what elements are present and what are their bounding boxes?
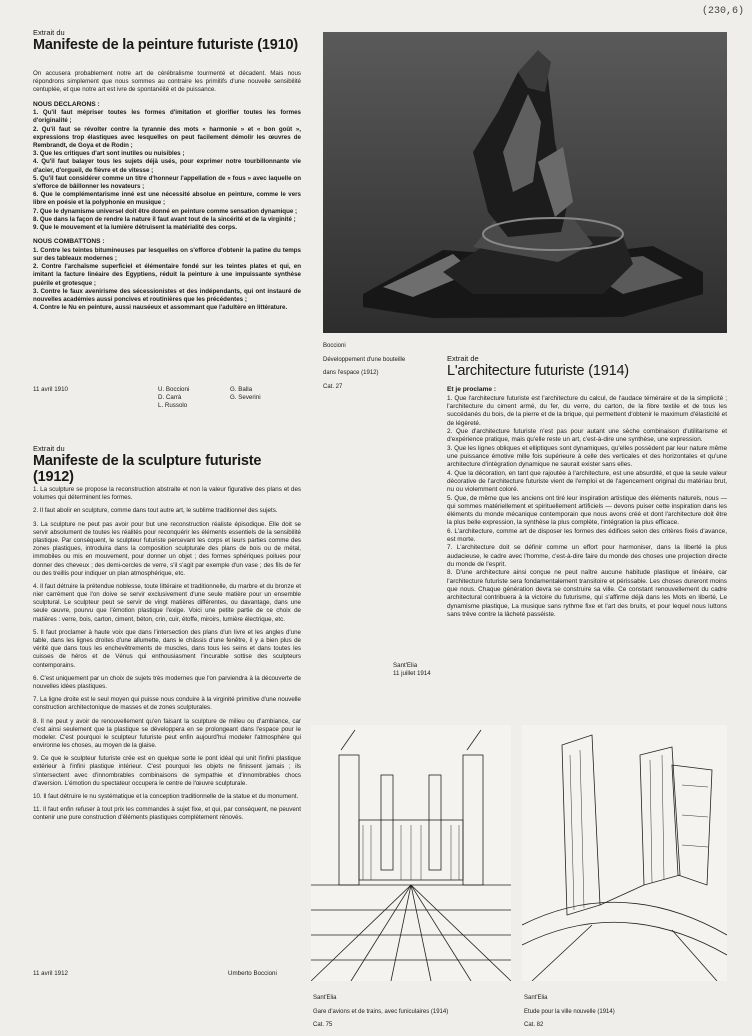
sculpture-date: 11 avril 1912 [33, 970, 68, 977]
sculpture-paragraph: 1. La sculpture se propose la reconstruction abstraite et non la valeur figurative des plans et des volumes qui déterminent les formes. [33, 486, 301, 502]
combattons-item: 1. Contre les teintes bitumineuses par lesquelles on s'efforce d'obtenir la patine du temps sur des tableaux modernes ; [33, 246, 301, 262]
architecture-paragraph: 4. Que la décoration, en tant que rajoutée à l'architecture, est une absurdité, et que la seule valeur décorative de l'architecture futuriste vient de l'emploi et de l'agencement original du matériau brut, nu ou violemment coloré. [447, 469, 727, 494]
sculpture-paragraph: 6. C'est uniquement par un choix de sujets très modernes que l'on parviendra à la découverte de nouvelles idées plastiques. [33, 674, 301, 690]
sculpture-author: Umberto Boccioni [228, 970, 277, 977]
declarons-item: 8. Que dans la façon de rendre la nature il faut avant tout de la sincérité et de la virginité ; [33, 215, 296, 223]
architecture-author: Sant'Elia [393, 662, 418, 669]
caption-line: Développement d'une bouteille [323, 356, 406, 363]
architecture-paragraph: 5. Que, de même que les anciens ont tiré leur inspiration artistique des éléments naturels, nous — qui sommes matériellement et spirituellement artificiels — devons puiser cette inspiration dans les éléments du monde mécanique contemporain que nous avons créé et dont l'architecture doit être la plus belle expression, la synthèse la plus complète, l'intégration la plus efficace. [447, 494, 727, 527]
caption-line: Cat. 75 [313, 1022, 333, 1028]
architecture-paragraph: 6. L'architecture, comme art de disposer les formes des édifices selon des critères fixés d'avance, est morte. [447, 527, 727, 544]
caption-line: Cat. 82 [524, 1022, 544, 1028]
caption-line: Etude pour la ville nouvelle (1914) [524, 1008, 615, 1015]
caption-line: Sant'Elia [313, 995, 337, 1001]
drawing-left-caption [313, 989, 513, 1036]
architecture-paragraph: 8. D'une architecture ainsi conçue ne peut naître aucune habitude plastique et linéaire, car l'architecture futuriste sera fondamentalement transitoire et périssable. Les choses dureront moins que nous. Chaque génération devra se construire sa ville. Ce constant renouvellement du cadre architectural contribuera à la victoire du futurisme, qui s'affirme déjà dans les Mots en liberté, Le dynamisme plastique, La musique sans rythme fixe et l'art des bruits, et pour lequel nous luttons sans trêve contre la lâcheté passéiste. [447, 569, 727, 619]
combattons-list [33, 247, 301, 313]
combattons-item: 2. Contre l'archaïsme superficiel et élémentaire fondé sur les teintes plates et qui, en imitant la facture linéaire des Egyptiens, réduit la peinture à une impuissante synthèse puérile et grotesque ; [33, 263, 301, 287]
architecture-paragraph: 1. Que l'architecture futuriste est l'architecture du calcul, de l'audace téméraire et de la simplicité ; l'architecture du ciment armé, du fer, du verre, du carton, de la fibre textile et de tous les succédanés du bois, de la pierre et de la brique, qui permettent d'obtenir le maximum d'élasticité et de légèreté. [447, 394, 727, 427]
painting-date: 11 avril 1910 [33, 386, 68, 393]
caption-line: Sant'Elia [524, 995, 548, 1001]
architecture-paragraphs [447, 395, 727, 620]
sculpture-paragraph: 9. Ce que le sculpteur futuriste crée est en quelque sorte le pont idéal qui unit l'infini plastique extérieur à l'infini plastique intérieur. C'est pourquoi les objets ne finissent jamais ; ils s'intersectent avec d'innombrables combinaisons de sympathie et d'innombrables chocs d'aversion. L'émotion du spectateur occupera le centre de l'œuvre sculpturale. [33, 755, 301, 787]
painting-body [33, 70, 301, 312]
caption-line: Cat. 27 [323, 383, 343, 390]
architecture-date: 11 juillet 1914 [393, 670, 431, 677]
architecture-manifesto [447, 354, 727, 379]
sculpture-paragraph: 8. Il ne peut y avoir de renouvellement qu'en faisant la sculpture de milieu ou d'ambiance, car c'est ainsi seulement que la plastique se développera en se prolongeant dans l'espace pour le modeler. C'est pourquoi le sculpteur futuriste peut enfin aujourd'hui modeler l'atmosphère qui environne les choses, au moyen de la glaise. [33, 717, 301, 750]
signatory: G. Severini [230, 394, 261, 402]
declarons-item: 6. Que le complémentarisme inné est une nécessité absolue en peinture, comme le vers libre en poésie et la polyphonie en musique ; [33, 191, 301, 207]
signatories-col2 [230, 386, 261, 402]
sculpture-paragraph: 11. Il faut enfin refuser à tout prix les commandes à sujet fixe, et qui, par conséquent, ne peuvent contenir une pure construction d'éléments plastiques complètement rénovés. [33, 806, 301, 822]
boccioni-sculpture-photo [323, 32, 727, 333]
archive-mark: (230,6) [702, 6, 745, 17]
signatories-col1 [158, 386, 189, 411]
architecture-extrait: Extrait de [447, 354, 479, 363]
declarons-list [33, 109, 301, 232]
declarons-item: 7. Que le dynamisme universel doit être donné en peinture comme sensation dynamique ; [33, 207, 298, 215]
drawing-right-caption [524, 989, 724, 1036]
declarons-item: 9. Que le mouvement et la lumière détruisent la matérialité des corps. [33, 223, 237, 231]
painting-title: Manifeste de la peinture futuriste (1910) [33, 37, 298, 53]
architecture-body [447, 386, 727, 619]
combattons-item: 3. Contre le faux avenirisme des sécessionistes et des indépendants, qui ont instauré de nouvelles académies aussi poncives et routinières que les précédentes ; [33, 287, 301, 303]
caption-line: Boccioni [323, 343, 346, 349]
declarons-item: 5. Qu'il faut considérer comme un titre d'honneur l'appellation de « fous » avec laquelle on s'efforce de bâillonner les novateurs ; [33, 174, 301, 190]
painting-manifesto [33, 28, 301, 53]
sculpture-paragraph: 3. La sculpture ne peut pas avoir pour but une reconstruction réaliste épisodique. Elle doit se servir absolument de toutes les réalités pour reconquérir les éléments essentiels de la sensibilité plastique. Par conséquent, le sculpteur futuriste percevant les corps et leurs parties comme des zones plastiques, introduira dans la composition sculpturale des plans de bois ou de métal, immobiles ou mis en mouvement, pour donner un objet ; des formes sphériques poilues pour donner des cheveux ; des demi-cercles de verre, s'il s'agit par exemple d'un vase ; des fils de fer ou des treillis pour indiquer un plan atmosphérique, etc. [33, 520, 301, 577]
declarons-item: 2. Qu'il faut se révolter contre la tyrannie des mots « harmonie » et « bon goût », expressions trop élastiques avec lesquelles on peut facilement démolir les œuvres de Rembrandt, de Goya et de Rodin ; [33, 125, 301, 150]
sculpture-paragraph: 2. Il faut abolir en sculpture, comme dans tout autre art, le sublime traditionnel des sujets. [33, 507, 278, 515]
declarons-item: 3. Que les critiques d'art sont inutiles ou nuisibles ; [33, 150, 185, 158]
sculpture-paragraph: 4. Il faut détruire la prétendue noblesse, toute littéraire et traditionnelle, du marbre et du bronze et nier carrément que l'on doive se servir exclusivement d'une seule matière pour un ensemble sculptural. Le sculpteur peut se servir de vingt matières différentes, ou davantage, dans une seule œuvre, pourvu que l'émotion plastique l'exige. Voici une petite partie de ce choix de matières : verre, bois, carton, ciment, béton, crin, cuir, étoffe, miroirs, lumière électrique, etc. [33, 582, 301, 623]
painting-extrait: Extrait du [33, 28, 65, 37]
architecture-title: L'architecture futuriste (1914) [447, 363, 629, 379]
combattons-item: 4. Contre le Nu en peinture, aussi nauséeux et assommant que l'adultère en littérature. [33, 304, 288, 312]
sant-elia-city-drawing [522, 725, 727, 981]
architecture-paragraph: 7. L'architecture doit se définir comme un effort pour harmoniser, dans la liberté la plus audacieuse, le cadre avec l'homme, c'est-à-dire faire du monde des choses une projection directe du monde de l'esprit. [447, 544, 727, 569]
caption-line: Gare d'avions et de trains, avec funiculaires (1914) [313, 1008, 449, 1015]
architecture-paragraph: 3. Que les lignes obliques et elliptiques sont dynamiques, qu'elles possèdent par leur nature même une puissance émotive mille fois supérieure à celle des verticales et des horizontales et qu'une architecture d'intégration dynamique ne saurait exister sans elles. [447, 444, 727, 469]
proclame-heading: Et je proclame : [447, 386, 497, 393]
declarons-item: 1. Qu'il faut mépriser toutes les formes d'imitation et glorifier toutes les formes d'originalité ; [33, 109, 301, 125]
declarons-heading: NOUS DECLARONS : [33, 100, 100, 108]
signatory: D. Carrà [158, 394, 182, 402]
signatory: G. Balla [230, 386, 253, 393]
caption-line: dans l'espace (1912) [323, 370, 379, 376]
signatory: L. Russolo [158, 402, 188, 410]
architecture-paragraph: 2. Que d'architecture futuriste n'est pas pour autant une sèche combinaison d'utilitarisme et d'expérience pratique, mais qu'elle reste un art, c'est-à-dire une synthèse, une expression. [447, 427, 727, 444]
declarons-item: 4. Qu'il faut balayer tous les sujets déjà usés, pour exprimer notre tourbillonnante vie d'acier, d'orgueil, de fièvre et de vitesse ; [33, 158, 301, 174]
sculpture-manifesto [33, 444, 301, 485]
sculpture-title: Manifeste de la sculpture futuriste (1912) [33, 453, 262, 485]
sculpture-paragraph: 7. La ligne droite est le seul moyen qui puisse nous conduire à la virginité primitive d'une nouvelle construction architectonique de masses et de zones sculpturales. [33, 696, 301, 712]
signatory: U. Boccioni [158, 386, 190, 393]
sculpture-paragraph: 5. Il faut proclamer à haute voix que dans l'intersection des plans d'un livre et les angles d'une table, dans les lignes droites d'une allumette, dans le châssis d'une fenêtre, il y a bien plus de vérité que dans tous les enchevêtrements de muscles, dans tous les seins et dans toutes les cuisses de héros et de Vénus qui enthousiasment l'incurable sottise des sculpteurs contemporains. [33, 628, 301, 669]
sculpture-paragraphs [33, 486, 301, 823]
combattons-heading: NOUS COMBATTONS : [33, 238, 105, 246]
sant-elia-station-drawing [311, 725, 511, 981]
painting-intro: On accusera probablement notre art de cérébralisme tourmenté et décadent. Mais nous répondrons simplement que nous sommes au contraire les primitifs d'une nouvelle sensibilité centuplée, et que notre art est ivre de spontanéité et de puissance. [33, 70, 301, 94]
sculpture-paragraph: 10. Il faut détruire le nu systématique et la conception traditionnelle de la statue et du monument. [33, 793, 299, 800]
sculpture-extrait: Extrait du [33, 444, 65, 453]
